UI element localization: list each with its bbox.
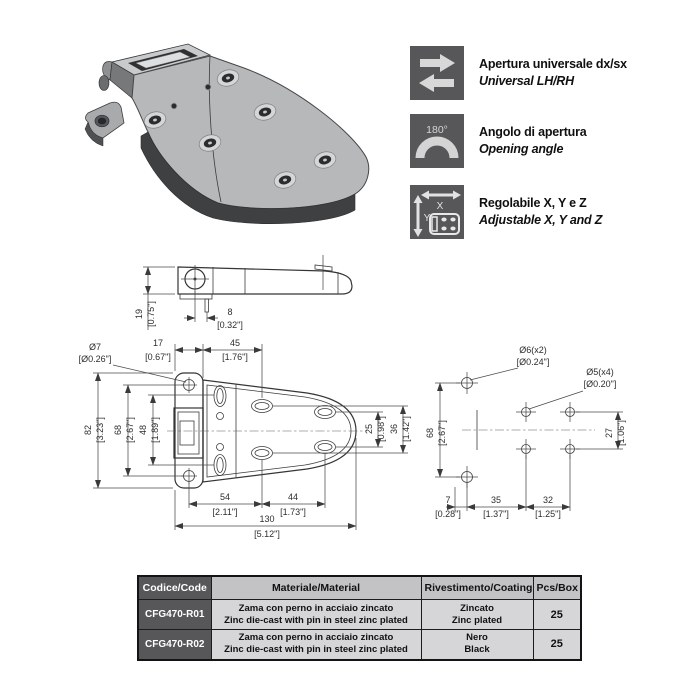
material-english: Zinc die-cast with pin in steel zinc plated <box>224 644 408 656</box>
dim-27-mm: 27 <box>604 427 614 439</box>
material-english: Zinc die-cast with pin in steel zinc plated <box>224 614 408 626</box>
header-pcs-box: Pcs/Box <box>533 576 581 600</box>
table-header-row <box>138 576 581 600</box>
plan-view-dimensions <box>79 338 411 539</box>
axis-x-label: X <box>436 201 444 212</box>
coating-english: Black <box>464 644 490 656</box>
feature-text <box>479 58 627 89</box>
dim-19-in: [0.75"] <box>146 301 156 327</box>
dim-27-in: [1.06"] <box>616 420 626 446</box>
plan-view-outline <box>167 373 367 488</box>
dim-36-in: [1.42"] <box>401 416 411 442</box>
header-coating: Rivestimento/Coating <box>421 576 533 600</box>
dim-dia7-in: [Ø0.26"] <box>78 354 112 364</box>
angle-value-label: 180° <box>426 124 448 136</box>
coating-italian: Zincato <box>460 602 494 614</box>
product-spec-table <box>137 575 582 661</box>
adjustable-xyz-icon <box>410 185 464 239</box>
table-row <box>138 630 581 660</box>
dim-35-mm: 35 <box>490 495 502 505</box>
dim-dia5-mm: Ø5(x4) <box>586 367 614 377</box>
dim-dia5-in: [Ø0.20"] <box>583 379 617 389</box>
product-3d-render <box>58 30 398 240</box>
product-code: CFG470-R01 <box>138 600 211 630</box>
material-cell <box>211 630 421 660</box>
pcs-per-box: 25 <box>533 600 581 630</box>
hinge-plate <box>132 56 369 224</box>
side-view-dimensions <box>134 267 243 330</box>
coating-cell <box>421 600 533 630</box>
feature-title-english: Opening angle <box>479 141 564 156</box>
dim-68-mm: 68 <box>113 424 123 436</box>
dim-dia7-mm: Ø7 <box>88 342 102 352</box>
dim-54-mm: 54 <box>219 492 231 502</box>
dim-19-mm: 19 <box>134 308 144 320</box>
dim-dia6-in: [Ø0.24"] <box>516 357 550 367</box>
opening-angle-icon <box>410 114 464 168</box>
axis-y-label: Y <box>423 213 431 224</box>
table-row <box>138 600 581 630</box>
dim-48-in: [1.89"] <box>150 417 160 443</box>
dim-17-in: [0.67"] <box>145 352 171 362</box>
feature-title-italian: Regolabile X, Y e Z <box>479 195 587 210</box>
dim-45-mm: 45 <box>229 338 241 348</box>
header-material: Materiale/Material <box>211 576 421 600</box>
hole-pattern-dimensions <box>425 345 626 519</box>
dim-82-mm: 82 <box>83 424 93 436</box>
dim-44-in: [1.73"] <box>280 507 306 517</box>
dim-44-mm: 44 <box>287 492 299 502</box>
dim-130-mm: 130 <box>259 514 275 524</box>
dim-dia6-mm: Ø6(x2) <box>519 345 547 355</box>
double-arrow-icon <box>410 46 464 100</box>
plan-view-drawing <box>55 328 420 553</box>
side-view-outline <box>178 255 352 312</box>
pcs-per-box: 25 <box>533 630 581 660</box>
dim-68b-in: [2.67"] <box>437 420 447 446</box>
hole-pattern-drawing <box>420 335 680 560</box>
dim-7-in: [0.28"] <box>435 509 461 519</box>
hole-pattern-holes <box>456 372 595 488</box>
product-code: CFG470-R02 <box>138 630 211 660</box>
material-italian: Zama con perno in acciaio zincato <box>238 632 394 644</box>
dim-68b-mm: 68 <box>425 427 435 439</box>
feature-adjustable-xyz <box>410 184 696 240</box>
feature-title-italian: Apertura universale dx/sx <box>479 56 627 71</box>
dim-35-in: [1.37"] <box>483 509 509 519</box>
feature-title-english: Universal LH/RH <box>479 73 574 88</box>
dim-82-in: [3.23"] <box>95 417 105 443</box>
coating-italian: Nero <box>466 632 488 644</box>
feature-title-english: Adjustable X, Y and Z <box>479 212 603 227</box>
hinge-ear <box>85 102 124 146</box>
dim-48-mm: 48 <box>138 424 148 436</box>
material-cell <box>211 600 421 630</box>
dim-8-mm: 8 <box>227 307 233 317</box>
dim-7-mm: 7 <box>445 495 451 505</box>
dim-8-in: [0.32"] <box>217 320 243 330</box>
feature-opening-angle <box>410 113 696 169</box>
dim-17-mm: 17 <box>152 338 164 348</box>
dim-36-mm: 36 <box>389 423 399 435</box>
dim-32-in: [1.25"] <box>535 509 561 519</box>
feature-text <box>479 197 602 228</box>
coating-cell <box>421 630 533 660</box>
feature-title-italian: Angolo di apertura <box>479 124 587 139</box>
feature-text <box>479 126 587 157</box>
coating-english: Zinc plated <box>451 614 503 626</box>
dim-68-in: [2.67"] <box>125 417 135 443</box>
dim-45-in: [1.76"] <box>222 352 248 362</box>
mini-hinge-glyph <box>430 214 459 234</box>
dim-32-mm: 32 <box>542 495 554 505</box>
header-code: Codice/Code <box>138 576 211 600</box>
material-italian: Zama con perno in acciaio zincato <box>238 602 394 614</box>
dim-25-mm: 25 <box>364 423 374 435</box>
dim-130-in: [5.12"] <box>254 529 280 539</box>
dim-25-in: [0.98"] <box>376 416 386 442</box>
feature-universal-opening <box>410 45 696 101</box>
dim-54-in: [2.11"] <box>212 507 238 517</box>
